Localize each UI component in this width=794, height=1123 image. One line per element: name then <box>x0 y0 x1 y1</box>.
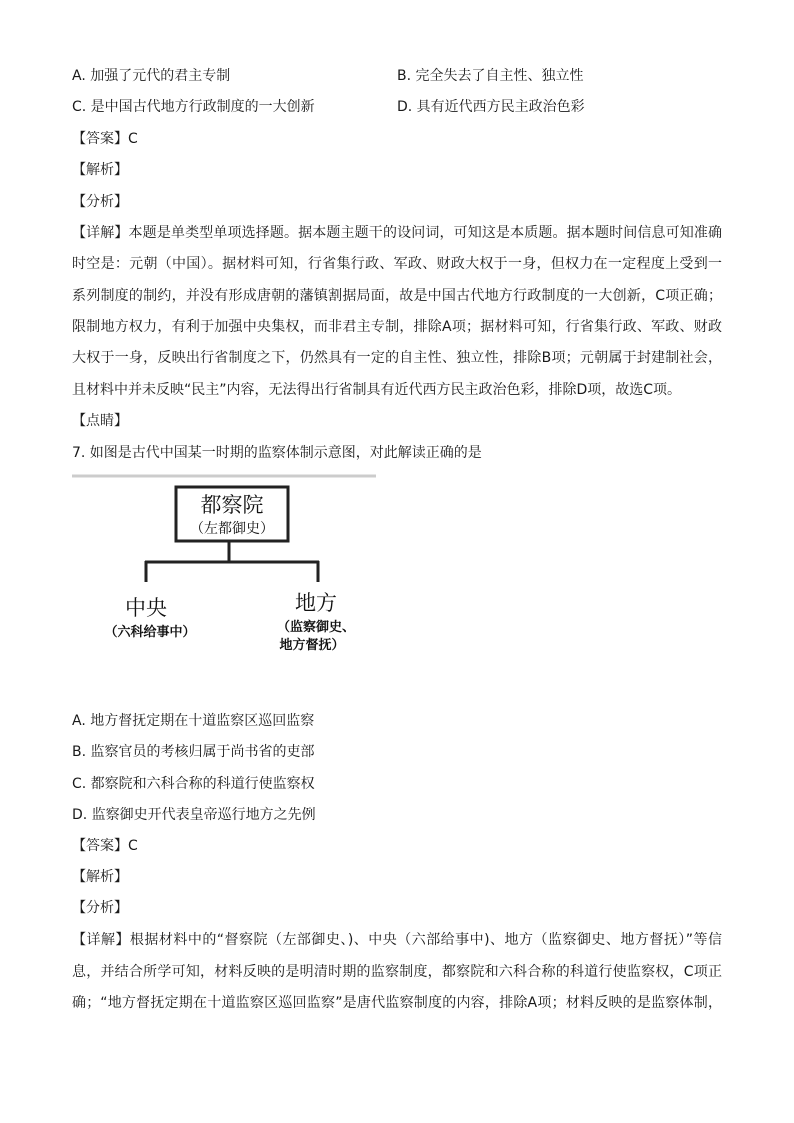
q6-detail-line-2: 时空是：元朝（中国）。据材料可知，行省集行政、军政、财政大权于一身，但权力在一定程度上受到一 <box>72 256 722 272</box>
q7-option-c: C. 都察院和六科合称的科道行使监察权 <box>72 776 315 792</box>
top-box-title: 都察院 <box>200 493 264 517</box>
q6-jiexi-tag: 【解析】 <box>72 162 128 178</box>
q7-jiexi-tag: 【解析】 <box>72 869 128 885</box>
right-node-subtitle-1: （监察御史、 <box>276 620 356 635</box>
q7-option-d: D. 监察御史开代表皇帝巡行地方之先例 <box>72 807 316 823</box>
q6-detail-line-6: 且材料中并未反映“民主”内容，无法得出行省制具有近代西方民主政治色彩，排除D项，故选C项。 <box>72 382 682 398</box>
q7-option-a: A. 地方督抚定期在十道监察区巡回监察 <box>72 713 315 729</box>
left-node-subtitle: （六科给事中） <box>104 625 196 640</box>
q7-detail-line-1 <box>72 930 722 950</box>
q7-answer <box>72 836 722 856</box>
detail-tag: 【详解】 <box>72 225 129 241</box>
answer-value: C <box>128 838 138 854</box>
q6-option-b: B. 完全失去了自主性、独立性 <box>397 68 584 84</box>
q6-detail-line-5: 大权于一身，反映出行省制度之下，仍然具有一定的自主性、独立性，排除B项；元朝属于封建制社会， <box>72 350 722 366</box>
q7-stem: 7. 如图是古代中国某一时期的监察体制示意图，对此解读正确的是 <box>72 445 482 461</box>
q6-dianjing-tag: 【点睛】 <box>72 413 128 429</box>
q7-detail-line-3: 确；“地方督抚定期在十道监察区巡回监察”是唐代监察制度的内容，排除A项；材料反映的是监察体制， <box>72 995 722 1011</box>
q6-answer <box>72 129 722 149</box>
q7-option-b: B. 监察官员的考核归属于尚书省的吏部 <box>72 744 315 760</box>
q7-detail-line-2: 息，并结合所学可知，材料反映的是明清时期的监察制度，都察院和六科合称的科道行使监察权，C项正 <box>72 964 722 980</box>
right-node-subtitle-2: 地方督抚） <box>279 638 345 653</box>
q6-detail-line-1 <box>72 223 722 243</box>
supervision-system-diagram <box>72 474 376 664</box>
answer-tag: 【答案】 <box>72 131 128 147</box>
detail-text: 本题是单类型单项选择题。据本题主题干的设问词，可知这是本质题。据本题时间信息可知准确 <box>128 225 723 241</box>
answer-value: C <box>128 131 138 147</box>
q6-detail-line-3: 系列制度的制约，并没有形成唐朝的藩镇割据局面，故是中国古代地方行政制度的一大创新，C项正确； <box>72 288 722 304</box>
detail-text: 根据材料中的“督察院（左部御史、)、中央（六部给事中)、地方（监察御史、地方督抚）”等信 <box>129 932 722 948</box>
left-node-title: 中央 <box>125 596 167 620</box>
q6-detail-line-4: 限制地方权力，有利于加强中央集权，而非君主专制，排除A项；据材料可知，行省集行政、军政、财政 <box>72 319 722 335</box>
q6-fenxi-tag: 【分析】 <box>72 194 128 210</box>
detail-tag: 【详解】 <box>72 932 130 948</box>
top-box-subtitle: （左都御史） <box>190 521 274 537</box>
answer-tag: 【答案】 <box>72 838 128 854</box>
q6-option-c: C. 是中国古代地方行政制度的一大创新 <box>72 99 315 115</box>
diagram-svg <box>72 474 376 664</box>
q6-option-d: D. 具有近代西方民主政治色彩 <box>397 99 585 115</box>
q7-fenxi-tag: 【分析】 <box>72 900 128 916</box>
right-node-title: 地方 <box>295 591 337 615</box>
q6-option-a: A. 加强了元代的君主专制 <box>72 68 231 84</box>
